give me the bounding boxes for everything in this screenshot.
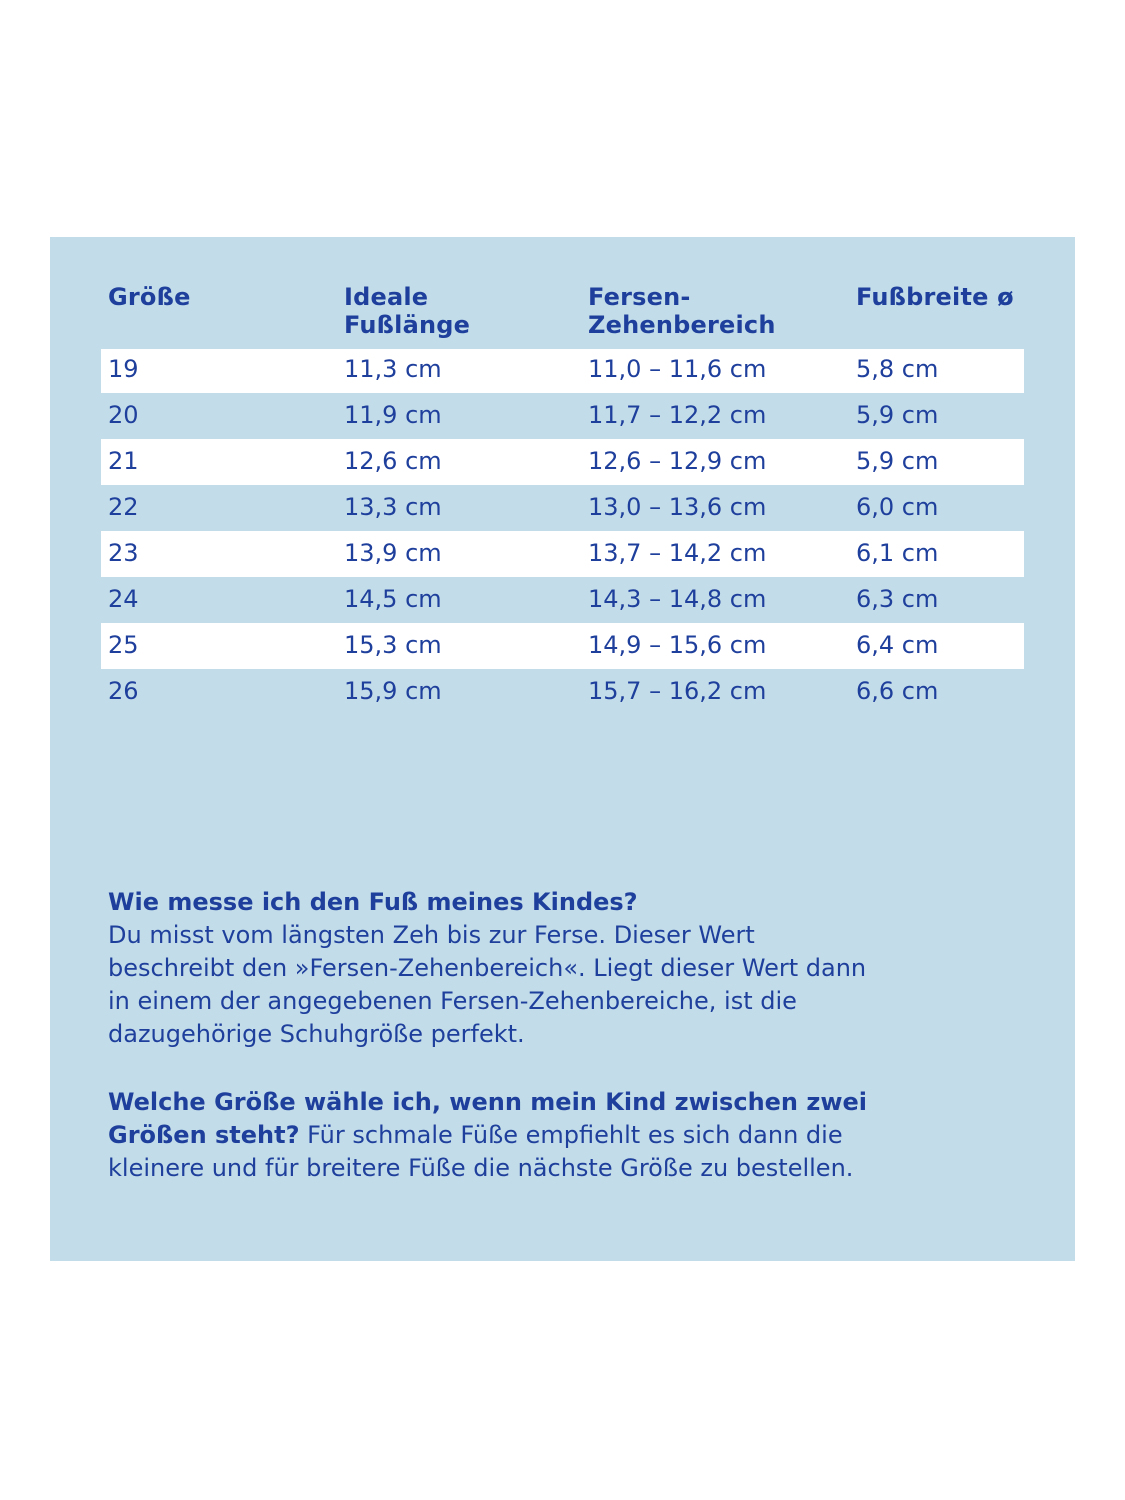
cell-foot-width: 5,9 cm xyxy=(849,439,1024,485)
cell-heel-toe-range: 11,0 – 11,6 cm xyxy=(581,349,849,393)
cell-ideal-length: 11,9 cm xyxy=(344,401,442,429)
cell-size: 21 xyxy=(101,439,337,485)
cell-ideal-length: 13,9 cm xyxy=(337,531,581,577)
table-row xyxy=(101,623,1024,669)
table-row xyxy=(101,531,1024,577)
header-ideal-foot-length: Ideale Fußlänge xyxy=(344,283,471,339)
cell-heel-toe-range: 13,0 – 13,6 cm xyxy=(588,493,767,521)
cell-size: 22 xyxy=(108,493,139,521)
cell-ideal-length: 13,3 cm xyxy=(344,493,442,521)
cell-foot-width: 6,0 cm xyxy=(856,493,939,521)
cell-heel-toe-range: 13,7 – 14,2 cm xyxy=(581,531,849,577)
header-heel-toe-range: Fersen- Zehenbereich xyxy=(588,283,776,339)
cell-size: 26 xyxy=(108,677,139,705)
cell-ideal-length: 15,9 cm xyxy=(344,677,442,705)
cell-size: 19 xyxy=(101,349,337,393)
table-row xyxy=(101,439,1024,485)
header-foot-width: Fußbreite ø xyxy=(856,283,1014,311)
table-row xyxy=(101,393,1024,439)
table-header-row xyxy=(101,283,1024,349)
table-row xyxy=(101,669,1024,715)
size-table xyxy=(101,283,1024,717)
faq-item-measure-foot xyxy=(108,886,888,1051)
faq-answer: Für schmale Füße empfiehlt es sich dann die kleinere und für breitere Füße die nächste Größe zu bestellen. xyxy=(108,1121,854,1182)
header-size: Größe xyxy=(108,283,191,311)
table-row xyxy=(101,577,1024,623)
cell-size: 23 xyxy=(101,531,337,577)
cell-ideal-length: 15,3 cm xyxy=(337,623,581,669)
cell-ideal-length: 11,3 cm xyxy=(337,349,581,393)
size-chart-panel xyxy=(50,237,1075,1261)
cell-heel-toe-range: 14,9 – 15,6 cm xyxy=(581,623,849,669)
cell-foot-width: 6,6 cm xyxy=(856,677,939,705)
cell-heel-toe-range: 15,7 – 16,2 cm xyxy=(588,677,767,705)
faq-question: Welche Größe wähle ich, wenn mein Kind zwischen zwei Größen steht? xyxy=(108,1088,868,1149)
faq-question: Wie messe ich den Fuß meines Kindes? xyxy=(108,888,638,916)
cell-foot-width: 6,4 cm xyxy=(849,623,1024,669)
faq-item-between-sizes xyxy=(108,1086,888,1185)
faq-answer: Du misst vom längsten Zeh bis zur Ferse. Dieser Wert beschreibt den »Fersen-Zehenbereich«. Liegt dieser Wert dann in einem der angegebenen Fersen-Zehenbereiche, ist die dazugehörige Schuhgröße perfekt. xyxy=(108,921,867,1048)
cell-heel-toe-range: 14,3 – 14,8 cm xyxy=(588,585,767,613)
table-row xyxy=(101,349,1024,393)
cell-foot-width: 5,8 cm xyxy=(849,349,1024,393)
cell-foot-width: 6,1 cm xyxy=(849,531,1024,577)
cell-foot-width: 5,9 cm xyxy=(856,401,939,429)
cell-size: 20 xyxy=(108,401,139,429)
cell-foot-width: 6,3 cm xyxy=(856,585,939,613)
cell-heel-toe-range: 11,7 – 12,2 cm xyxy=(588,401,767,429)
cell-ideal-length: 14,5 cm xyxy=(344,585,442,613)
cell-size: 25 xyxy=(101,623,337,669)
cell-heel-toe-range: 12,6 – 12,9 cm xyxy=(581,439,849,485)
cell-ideal-length: 12,6 cm xyxy=(337,439,581,485)
cell-size: 24 xyxy=(108,585,139,613)
table-row xyxy=(101,485,1024,531)
